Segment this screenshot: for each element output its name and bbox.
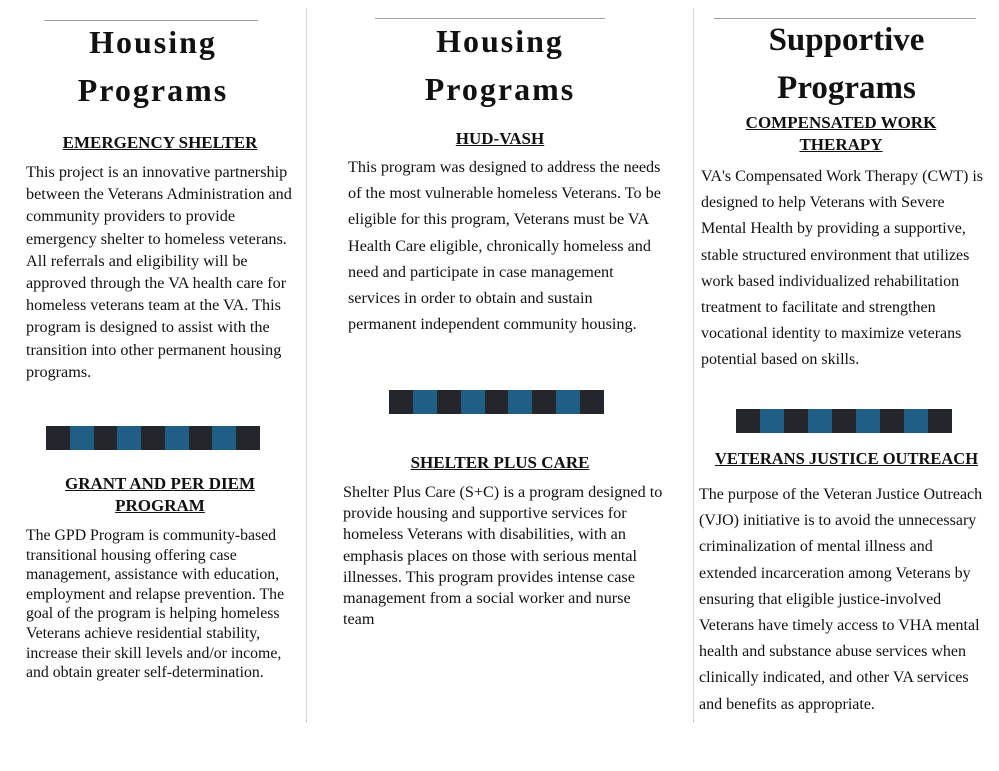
- section-divider-bar: [736, 409, 952, 433]
- column-title-line2: Programs: [777, 70, 916, 106]
- section-heading-hud-vash: HUD-VASH: [455, 129, 545, 148]
- section-body-grant-per-diem: The GPD Program is community-based transitional housing offering case management, assistance with education, employment and relapse prevention. The goal of the program is helping homeless Veterans achieve residential stability, increase their skill levels and/or income, and obtain greater self-determination.: [26, 527, 285, 682]
- column-title-line2: Programs: [424, 71, 576, 107]
- section-heading-grant-per-diem: GRANT AND PER DIEM PROGRAM: [64, 474, 255, 515]
- section-divider-bar: [46, 426, 260, 450]
- section-body-shelter-plus-care: Shelter Plus Care (S+C) is a program designed to provide housing and supportive services for homeless Veterans with disabilities, with an emphasis places on those with serious mental illnesses. This program provides intense case management from a social worker and nurse team: [343, 483, 663, 629]
- column-title-line2: Programs: [77, 72, 229, 108]
- section-body-emergency-shelter: This project is an innovative partnership between the Veterans Administration and community providers to provide emergency shelter to homeless veterans. All referrals and eligibility will be approved through the VA health care for homeless veterans team at the VA. This program is designed to assist with the transition into other permanent housing programs.: [26, 163, 292, 381]
- section-heading-emergency-shelter: EMERGENCY SHELTER: [62, 133, 258, 152]
- section-heading-compensated-work-therapy: COMPENSATED WORK THERAPY: [745, 113, 937, 154]
- column-housing-programs-1: [0, 0, 306, 771]
- column-title-line1: Housing: [436, 23, 564, 59]
- section-body-compensated-work-therapy: VA's Compensated Work Therapy (CWT) is designed to help Veterans with Severe Mental Health by providing a supportive, stable structured environment that utilizes work based individualized rehabilitation treatment to facilitate and strengthen vocational identity to maximize veterans potential based on skills.: [701, 168, 983, 369]
- column-title-line1: Housing: [89, 24, 217, 60]
- column-supportive-programs: [694, 0, 999, 771]
- column-housing-programs-2: [307, 0, 693, 771]
- section-heading-veterans-justice-outreach: VETERANS JUSTICE OUTREACH: [714, 449, 979, 468]
- section-heading-shelter-plus-care: SHELTER PLUS CARE: [410, 453, 590, 472]
- section-body-veterans-justice-outreach: The purpose of the Veteran Justice Outreach (VJO) initiative is to avoid the unnecessary criminalization of mental illness and extended incarceration among Veterans by ensuring that eligible justice-involved Veterans have timely access to VHA mental health and substance abuse services when clinically indicated, and other VA services and benefits as appropriate.: [699, 486, 983, 713]
- section-divider-bar: [389, 390, 604, 414]
- section-body-hud-vash: This program was designed to address the needs of the most vulnerable homeless Veterans. To be eligible for this program, Veterans must be VA Health Care eligible, chronically homeless and need and participate in case management services in order to obtain and sustain permanent independent community housing.: [348, 158, 661, 334]
- column-title-line1: Supportive: [768, 22, 925, 58]
